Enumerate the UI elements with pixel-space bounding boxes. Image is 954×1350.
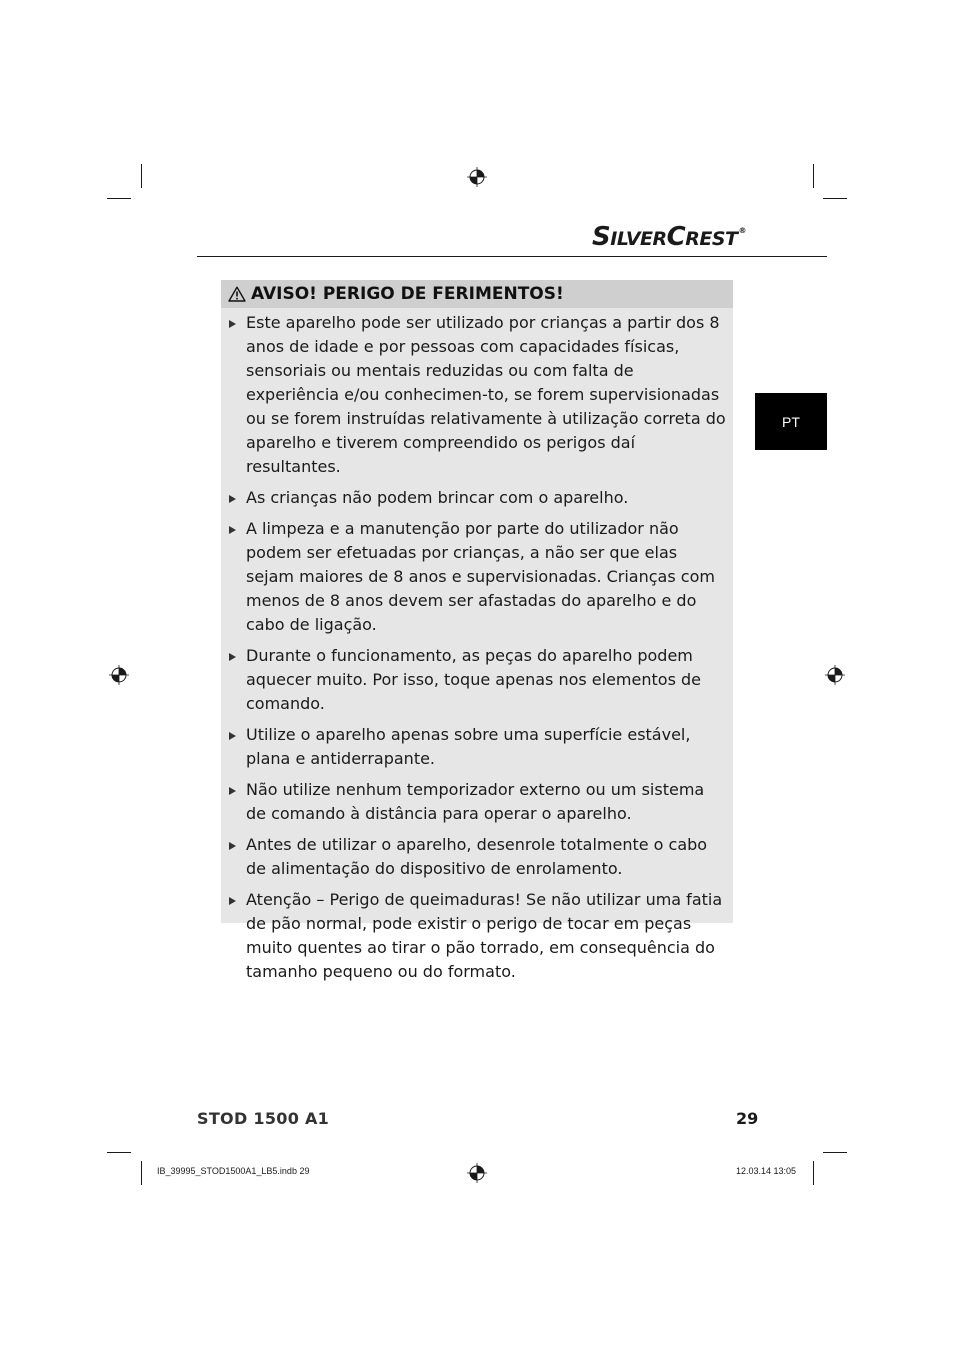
list-item-text: Utilize o aparelho apenas sobre uma superfície estável, plana e antiderrapante. xyxy=(246,725,691,768)
arrow-bullet-icon xyxy=(229,897,236,905)
brand-letters: REST xyxy=(685,228,738,250)
brand-letters: ILVER xyxy=(610,228,667,250)
crop-mark xyxy=(823,1152,847,1153)
list-item-text: Antes de utilizar o aparelho, desenrole totalmente o cabo de alimentação do dispositivo de enrolamento. xyxy=(246,835,708,878)
brand-letter: S xyxy=(592,222,611,252)
list-item-text: As crianças não podem brincar com o aparelho. xyxy=(246,488,629,507)
arrow-bullet-icon xyxy=(229,787,236,795)
crop-mark xyxy=(141,164,142,188)
registration-mark-icon xyxy=(467,1163,487,1183)
warning-title-bar xyxy=(221,280,733,308)
registered-mark: ® xyxy=(738,226,746,235)
page-number: 29 xyxy=(736,1109,759,1128)
slug-file-info: IB_39995_STOD1500A1_LB5.indb 29 xyxy=(157,1166,310,1176)
arrow-bullet-icon xyxy=(229,732,236,740)
crop-mark xyxy=(813,1161,814,1185)
registration-mark-icon xyxy=(467,167,487,187)
list-item xyxy=(221,311,733,479)
slug-date-info: 12.03.14 13:05 xyxy=(736,1166,797,1176)
arrow-bullet-icon xyxy=(229,653,236,661)
list-item xyxy=(221,778,733,826)
brand-letter: C xyxy=(666,222,686,252)
arrow-bullet-icon xyxy=(229,320,236,328)
arrow-bullet-icon xyxy=(229,526,236,534)
crop-mark xyxy=(823,198,847,199)
list-item xyxy=(221,517,733,637)
list-item-text: Este aparelho pode ser utilizado por crianças a partir dos 8 anos de idade e por pessoas com capacidades físicas, sensoriais ou mentais reduzidas ou com falta de experiência e/ou conhecimen-to, se forem supervisionadas ou se forem instruídas relativamente à utilização correta do aparelho e tiverem compreendido os perigos daí resultantes. xyxy=(246,313,726,476)
registration-mark-icon xyxy=(825,665,845,685)
list-item xyxy=(221,644,733,716)
list-item-text: A limpeza e a manutenção por parte do utilizador não podem ser efetuadas por crianças, a não ser que elas sejam maiores de 8 anos e supervisionadas. Crianças com menos de 8 anos devem ser afastadas do aparelho e do cabo de ligação. xyxy=(246,519,715,634)
language-tab: PT xyxy=(755,393,827,450)
list-item xyxy=(221,723,733,771)
list-item-text: Durante o funcionamento, as peças do aparelho podem aquecer muito. Por isso, toque apenas nos elementos de comando. xyxy=(246,646,701,713)
arrow-bullet-icon xyxy=(229,495,236,503)
model-name: STOD 1500 A1 xyxy=(197,1109,330,1128)
list-item-text: Atenção – Perigo de queimaduras! Se não utilizar uma fatia de pão normal, pode existir o perigo de tocar em peças muito quentes ao tirar o pão torrado, em consequência do tamanho pequeno ou do formato. xyxy=(246,890,723,981)
list-item-text: Não utilize nenhum temporizador externo ou um sistema de comando à distância para operar o aparelho. xyxy=(246,780,705,823)
warning-title: AVISO! PERIGO DE FERIMENTOS! xyxy=(251,284,564,304)
crop-mark xyxy=(107,198,131,199)
list-item xyxy=(221,833,733,881)
registration-mark-icon xyxy=(109,665,129,685)
brand-logo xyxy=(592,222,746,252)
warning-triangle-icon xyxy=(228,286,246,302)
warning-box xyxy=(221,280,733,981)
warning-list xyxy=(221,311,733,991)
crop-mark xyxy=(141,1161,142,1185)
crop-mark xyxy=(813,164,814,188)
list-item xyxy=(221,888,733,984)
arrow-bullet-icon xyxy=(229,842,236,850)
crop-mark xyxy=(107,1152,131,1153)
list-item xyxy=(221,486,733,510)
header-rule xyxy=(197,256,827,257)
